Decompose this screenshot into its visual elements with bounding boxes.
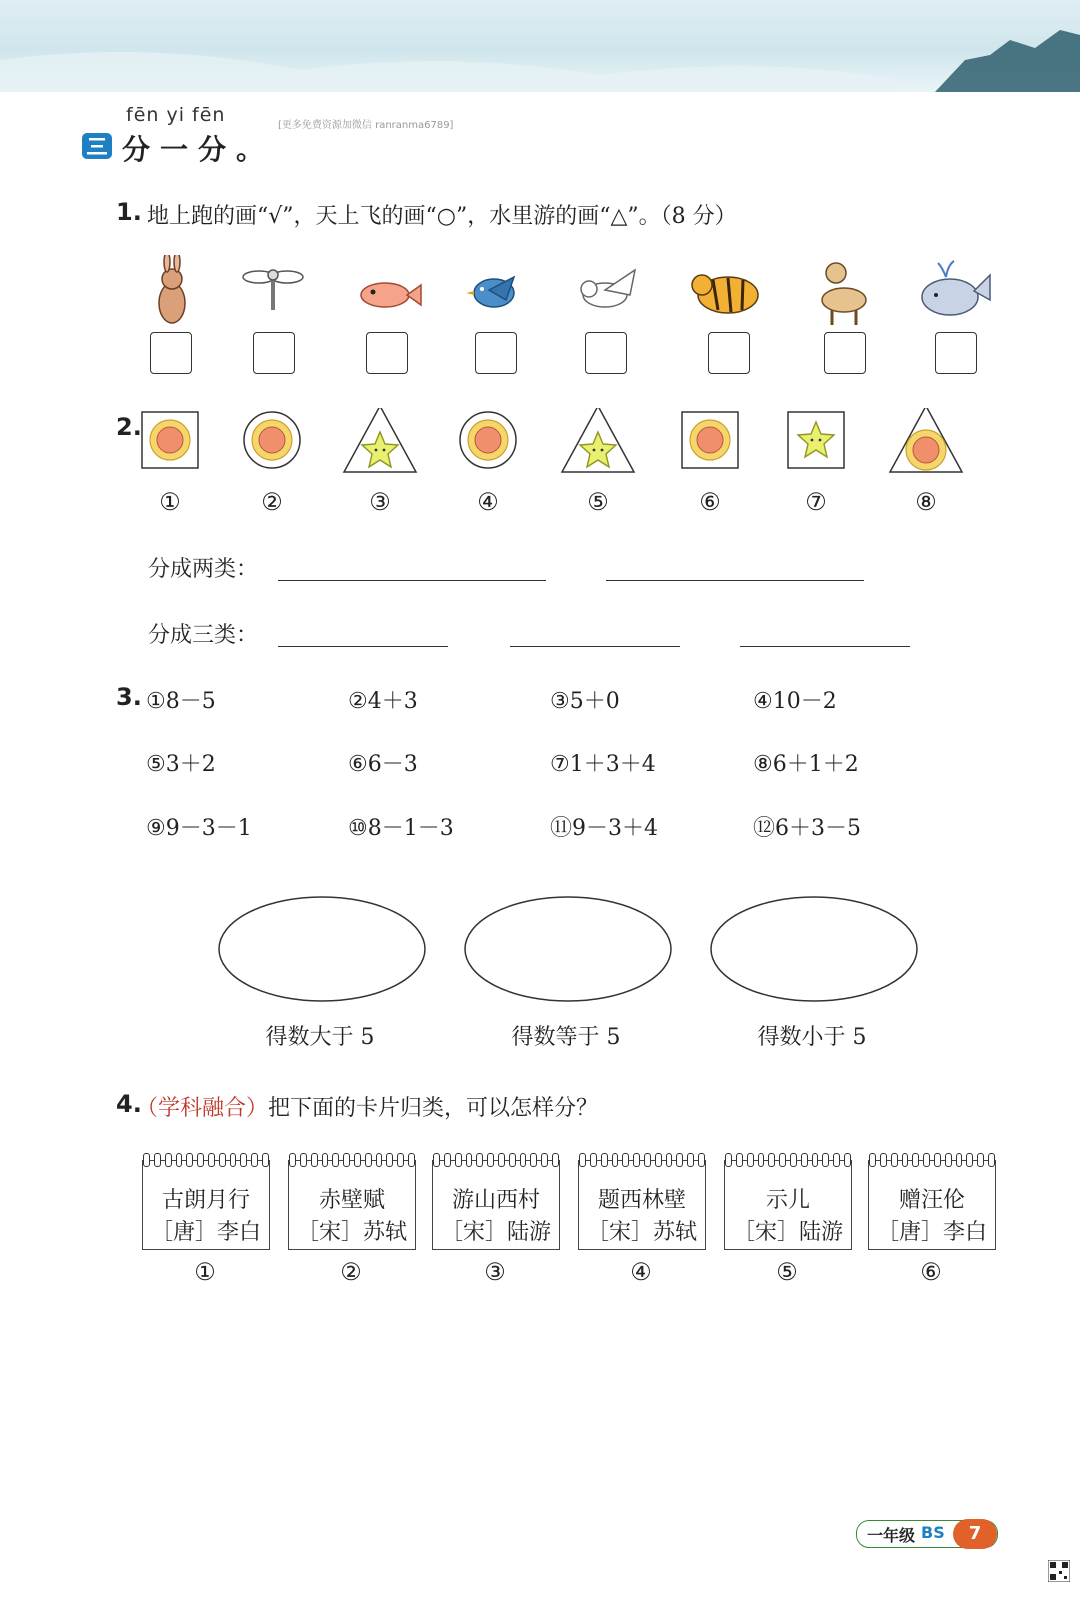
three-kinds-answer-line-1[interactable] (278, 646, 448, 647)
poem-title: 示儿 (765, 1188, 810, 1213)
spiral-binding-icon (289, 1153, 415, 1167)
q2-label-1: ① (159, 488, 181, 516)
footer-grade: 一年级 (867, 1526, 916, 1545)
poem-author: ［宋］苏轼 (586, 1220, 697, 1245)
q2-label-8: ⑧ (915, 488, 937, 516)
shape-5-triangle-star (562, 408, 634, 472)
three-kinds-label: 分成三类： (148, 623, 259, 648)
qr-code-icon (1048, 1560, 1070, 1582)
section-pinyin: fēn yi fēn (126, 104, 226, 126)
q4-subject-tag: （学科融合） (136, 1096, 269, 1121)
card-label-1: ① (194, 1258, 216, 1286)
oval-less (711, 897, 917, 1001)
q2-label-3: ③ (369, 488, 391, 516)
rabbit-icon (159, 255, 185, 323)
bird-icon (466, 277, 514, 307)
expression-9: ⑨9－3－1 (146, 816, 252, 841)
oval-label-equal: 得数等于 5 (511, 1025, 621, 1050)
q4-number: 4. (116, 1090, 142, 1118)
fish-icon (361, 283, 421, 307)
q2-label-2: ② (261, 488, 283, 516)
shape-3-triangle-star (344, 408, 416, 472)
expression-12: ⑫6＋3－5 (753, 816, 861, 841)
card-label-6: ⑥ (920, 1258, 942, 1286)
tiger-icon (692, 275, 758, 313)
poem-card-1 (142, 1160, 270, 1250)
answer-box-1[interactable] (150, 332, 192, 374)
shape-1-square-sun (142, 412, 198, 468)
answer-box-3[interactable] (366, 332, 408, 374)
poem-author: ［唐］李白 (150, 1220, 261, 1245)
answer-box-4[interactable] (475, 332, 517, 374)
poem-card-5 (724, 1160, 852, 1250)
q1-text: 地上跑的画“√”，天上飞的画“○”，水里游的画“△”。（8 分） (147, 204, 737, 229)
oval-equal (465, 897, 671, 1001)
card-label-3: ③ (484, 1258, 506, 1286)
three-kinds-answer-line-2[interactable] (510, 646, 680, 647)
expression-5: ⑤3＋2 (146, 752, 216, 777)
poem-title: 游山西村 (451, 1188, 540, 1213)
section-number-icon (82, 133, 112, 159)
q2-label-4: ④ (477, 488, 499, 516)
q1-animal-row (130, 255, 1000, 335)
card-label-2: ② (340, 1258, 362, 1286)
q4-text: 把下面的卡片归类，可以怎样分？ (268, 1096, 599, 1121)
answer-box-2[interactable] (253, 332, 295, 374)
dragonfly-icon (243, 270, 303, 310)
q2-shapes-row (130, 408, 990, 488)
card-label-4: ④ (630, 1258, 652, 1286)
poem-title: 题西林壁 (597, 1188, 686, 1213)
dove-icon (581, 270, 635, 307)
header-banner (0, 0, 1080, 92)
section-title: 分一分。 (122, 133, 275, 166)
oval-label-greater: 得数大于 5 (265, 1025, 375, 1050)
answer-box-5[interactable] (585, 332, 627, 374)
watermark-text: [更多免费资源加微信 ranranma6789] (278, 120, 454, 131)
expression-3: ③5＋0 (550, 689, 620, 714)
oval-label-less: 得数小于 5 (757, 1025, 867, 1050)
poem-title: 赠汪伦 (898, 1188, 965, 1213)
answer-box-8[interactable] (935, 332, 977, 374)
spiral-binding-icon (869, 1153, 995, 1167)
q3-ovals (210, 896, 930, 1006)
poem-card-3 (432, 1160, 560, 1250)
expression-10: ⑩8－1－3 (348, 816, 454, 841)
expression-2: ②4＋3 (348, 689, 418, 714)
q1-number: 1. (116, 198, 142, 226)
expression-7: ⑦1＋3＋4 (550, 752, 656, 777)
spiral-binding-icon (433, 1153, 559, 1167)
expression-6: ⑥6－3 (348, 752, 418, 777)
spiral-binding-icon (579, 1153, 705, 1167)
poem-title: 赤壁赋 (318, 1188, 385, 1213)
card-label-5: ⑤ (776, 1258, 798, 1286)
shape-8-triangle-sun (890, 408, 962, 472)
shape-2-circle-sun (244, 412, 300, 468)
answer-box-6[interactable] (708, 332, 750, 374)
expression-1: ①8－5 (146, 689, 216, 714)
q4-line (136, 1091, 598, 1122)
shape-7-square-star (788, 412, 844, 468)
poem-author: ［唐］李白 (876, 1220, 987, 1245)
shape-4-circle-sun (460, 412, 516, 468)
spiral-binding-icon (143, 1153, 269, 1167)
two-kinds-answer-line-2[interactable] (606, 580, 864, 581)
poem-author: ［宋］苏轼 (296, 1220, 407, 1245)
poem-author: ［宋］陆游 (732, 1220, 843, 1245)
footer-edition: BS (921, 1523, 945, 1542)
answer-box-7[interactable] (824, 332, 866, 374)
spiral-binding-icon (725, 1153, 851, 1167)
page-number: 7 (953, 1519, 997, 1549)
mountain-decoration (0, 0, 1080, 92)
q3-number: 3. (116, 683, 142, 711)
section-badge (82, 133, 112, 159)
poem-title: 古朗月行 (161, 1188, 250, 1213)
two-kinds-label: 分成两类： (148, 557, 259, 582)
poem-card-4 (578, 1160, 706, 1250)
q2-label-6: ⑥ (699, 488, 721, 516)
whale-icon (922, 261, 990, 315)
poem-card-2 (288, 1160, 416, 1250)
q2-number: 2. (116, 413, 142, 441)
poem-author: ［宋］陆游 (440, 1220, 551, 1245)
q2-label-7: ⑦ (805, 488, 827, 516)
q2-label-5: ⑤ (587, 488, 609, 516)
page-footer (856, 1520, 998, 1548)
expression-11: ⑪9－3＋4 (550, 816, 658, 841)
horse-icon (822, 263, 866, 325)
poem-card-6 (868, 1160, 996, 1250)
shape-6-square-sun (682, 412, 738, 468)
expression-4: ④10－2 (753, 689, 837, 714)
expression-8: ⑧6＋1＋2 (753, 752, 859, 777)
oval-greater (219, 897, 425, 1001)
three-kinds-answer-line-3[interactable] (740, 646, 910, 647)
two-kinds-answer-line-1[interactable] (278, 580, 546, 581)
